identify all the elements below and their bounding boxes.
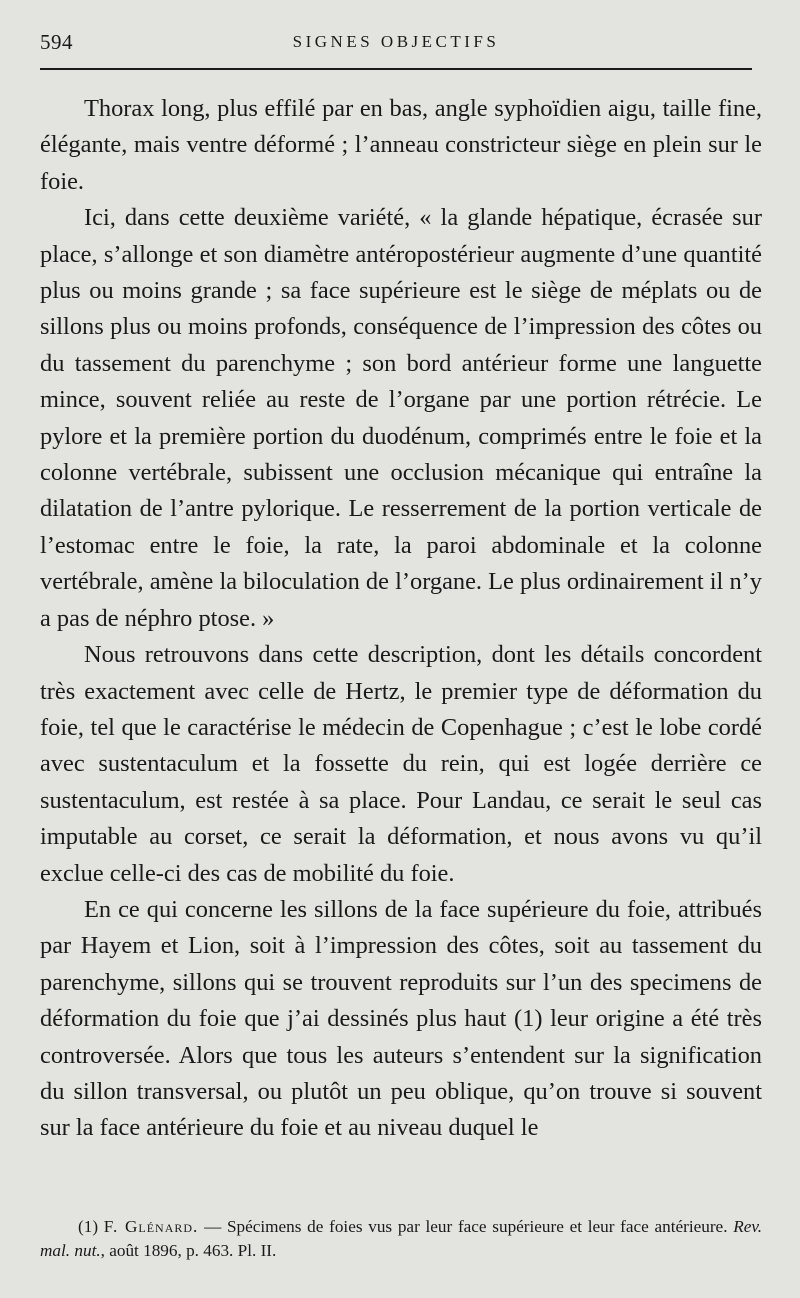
page-header bbox=[40, 30, 752, 64]
header-rule bbox=[40, 68, 752, 70]
running-title: SIGNES OBJECTIFS bbox=[292, 32, 500, 51]
footnote-marker: (1) bbox=[78, 1217, 104, 1236]
paragraph-2: Ici, dans cette deuxième variété, « la glande hépatique, écrasée sur place, s’allonge et son diamètre antéropostérieur augmente d’une quantité plus ou moins grande ; sa face supérieure est le siège de méplats ou de sillons plus ou moins profonds, conséquence de l’impression des côtes ou du tassement du parenchyme ; son bord antérieur forme une languette mince, souvent reliée au reste de l’organe par une portion rétrécie. Le pylore et la première portion du duodénum, comprimés entre le foie et la colonne vertébrale, subissent une occlusion mécanique qui entraîne la dilatation de l’antre pylorique. Le resserrement de la portion verticale de l’estomac entre le foie, la rate, la paroi abdominale et la colonne vertébrale, amène la biloculation de l’organe. Le plus ordinairement il n’y a pas de néphro ptose. » bbox=[40, 204, 762, 632]
footnote-title: — Spécimens de foies vus par leur face supérieure et leur face antérieure. bbox=[198, 1217, 734, 1236]
paragraph-1: Thorax long, plus effilé par en bas, angle syphoïdien aigu, taille fine, élégante, mais ventre déformé ; l’anneau constricteur siège en plein sur le foie. bbox=[40, 95, 762, 195]
footnote bbox=[40, 1215, 762, 1263]
footnote-reference: , août 1896, p. 463. Pl. II. bbox=[100, 1241, 277, 1260]
body-text bbox=[40, 91, 762, 1147]
footnote-journal: Rev. mal. nut. bbox=[40, 1217, 762, 1260]
paragraph-4: En ce qui concerne les sillons de la face supérieure du foie, attribués par Hayem et Lion, soit à l’impression des côtes, soit au tassement du parenchyme, sillons qui se trouvent reproduits sur l’un des specimens de déformation du foie que j’ai dessinés plus haut (1) leur origine a été très controversée. Alors que tous les auteurs s’entendent sur la signification du sillon transversal, ou plutôt un peu oblique, qu’on trouve si souvent sur la face antérieure du foie et au niveau duquel le bbox=[40, 895, 762, 1142]
footnote-author: F. Glénard. bbox=[103, 1217, 199, 1236]
page-number: 594 bbox=[40, 30, 73, 54]
footnote-text bbox=[40, 1215, 762, 1263]
paragraph-3: Nous retrouvons dans cette description, dont les détails concordent très exactement avec celle de Hertz, le premier type de déformation du foie, tel que le caractérise le médecin de Copenhague ; c’est le lobe cordé avec sustentaculum et la fossette du rein, qui est logée derrière ce sustentaculum, est restée à sa place. Pour Landau, ce serait le seul cas imputable au corset, ce serait la déformation, et nous avons vu qu’il exclue celle-ci des cas de mobilité du foie. bbox=[40, 641, 762, 887]
